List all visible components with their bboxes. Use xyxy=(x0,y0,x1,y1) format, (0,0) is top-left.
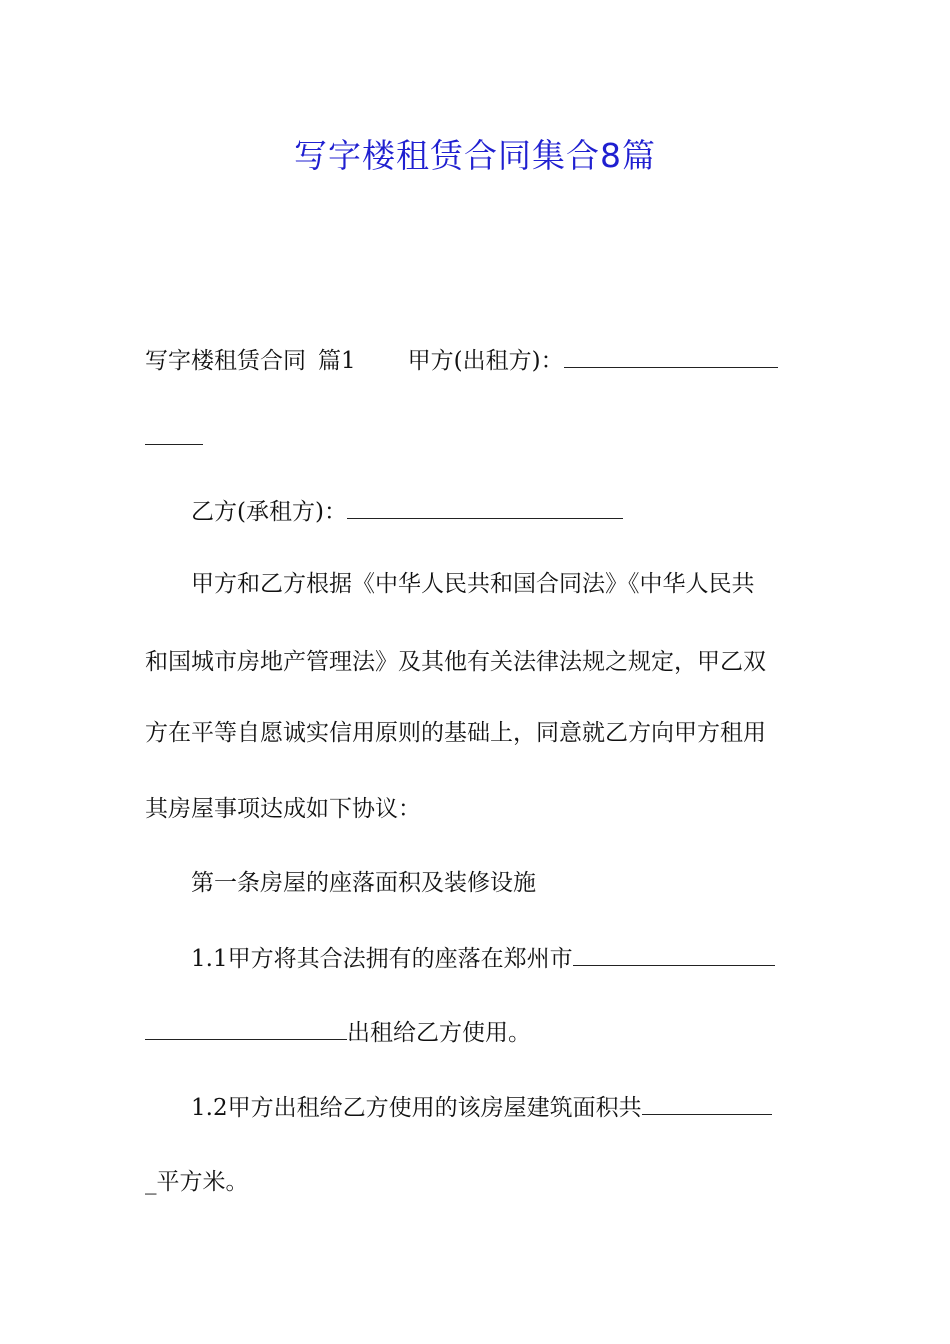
contract-part-number: 篇1 xyxy=(318,348,356,374)
party-a-blank-continued-line xyxy=(145,422,805,453)
location-blank xyxy=(573,943,775,966)
paragraph-line: 和国城市房地产管理法》及其他有关法律法规之规定，甲乙双 xyxy=(145,649,766,675)
party-b-label: 乙方(承租方)： xyxy=(191,499,347,525)
contract-heading-line xyxy=(145,345,805,376)
clause-1-1-text: 1.1甲方将其合法拥有的座落在郑州市 xyxy=(191,946,573,972)
contract-heading: 写字楼租赁合同 xyxy=(145,348,306,374)
clause-1-2-continued: _平方米。 xyxy=(145,1169,249,1195)
clause-1-2-text: 1.2甲方出租给乙方使用的该房屋建筑面积共 xyxy=(191,1095,642,1121)
party-a-blank-continued xyxy=(145,422,203,445)
location-blank-continued xyxy=(145,1017,347,1040)
clause-1-1-line xyxy=(145,943,805,974)
area-blank xyxy=(642,1092,772,1115)
party-a-blank xyxy=(564,345,778,368)
clause-1-1-continued-text: 出租给乙方使用。 xyxy=(347,1020,531,1046)
article-heading: 第一条房屋的座落面积及装修设施 xyxy=(191,870,536,896)
document-title: 写字楼租赁合同集合8篇 xyxy=(294,136,656,175)
party-b-blank xyxy=(347,496,623,519)
clause-1-1-continued-line xyxy=(145,1017,805,1048)
paragraph-line: 方在平等自愿诚实信用原则的基础上，同意就乙方向甲方租用 xyxy=(145,720,766,746)
party-a-label: 甲方(出租方)： xyxy=(407,348,564,374)
party-b-line xyxy=(145,496,805,527)
clause-1-2-line xyxy=(145,1092,805,1123)
paragraph-line: 其房屋事项达成如下协议： xyxy=(145,796,421,822)
paragraph-line: 甲方和乙方根据《中华人民共和国合同法》《中华人民共 xyxy=(191,571,755,597)
